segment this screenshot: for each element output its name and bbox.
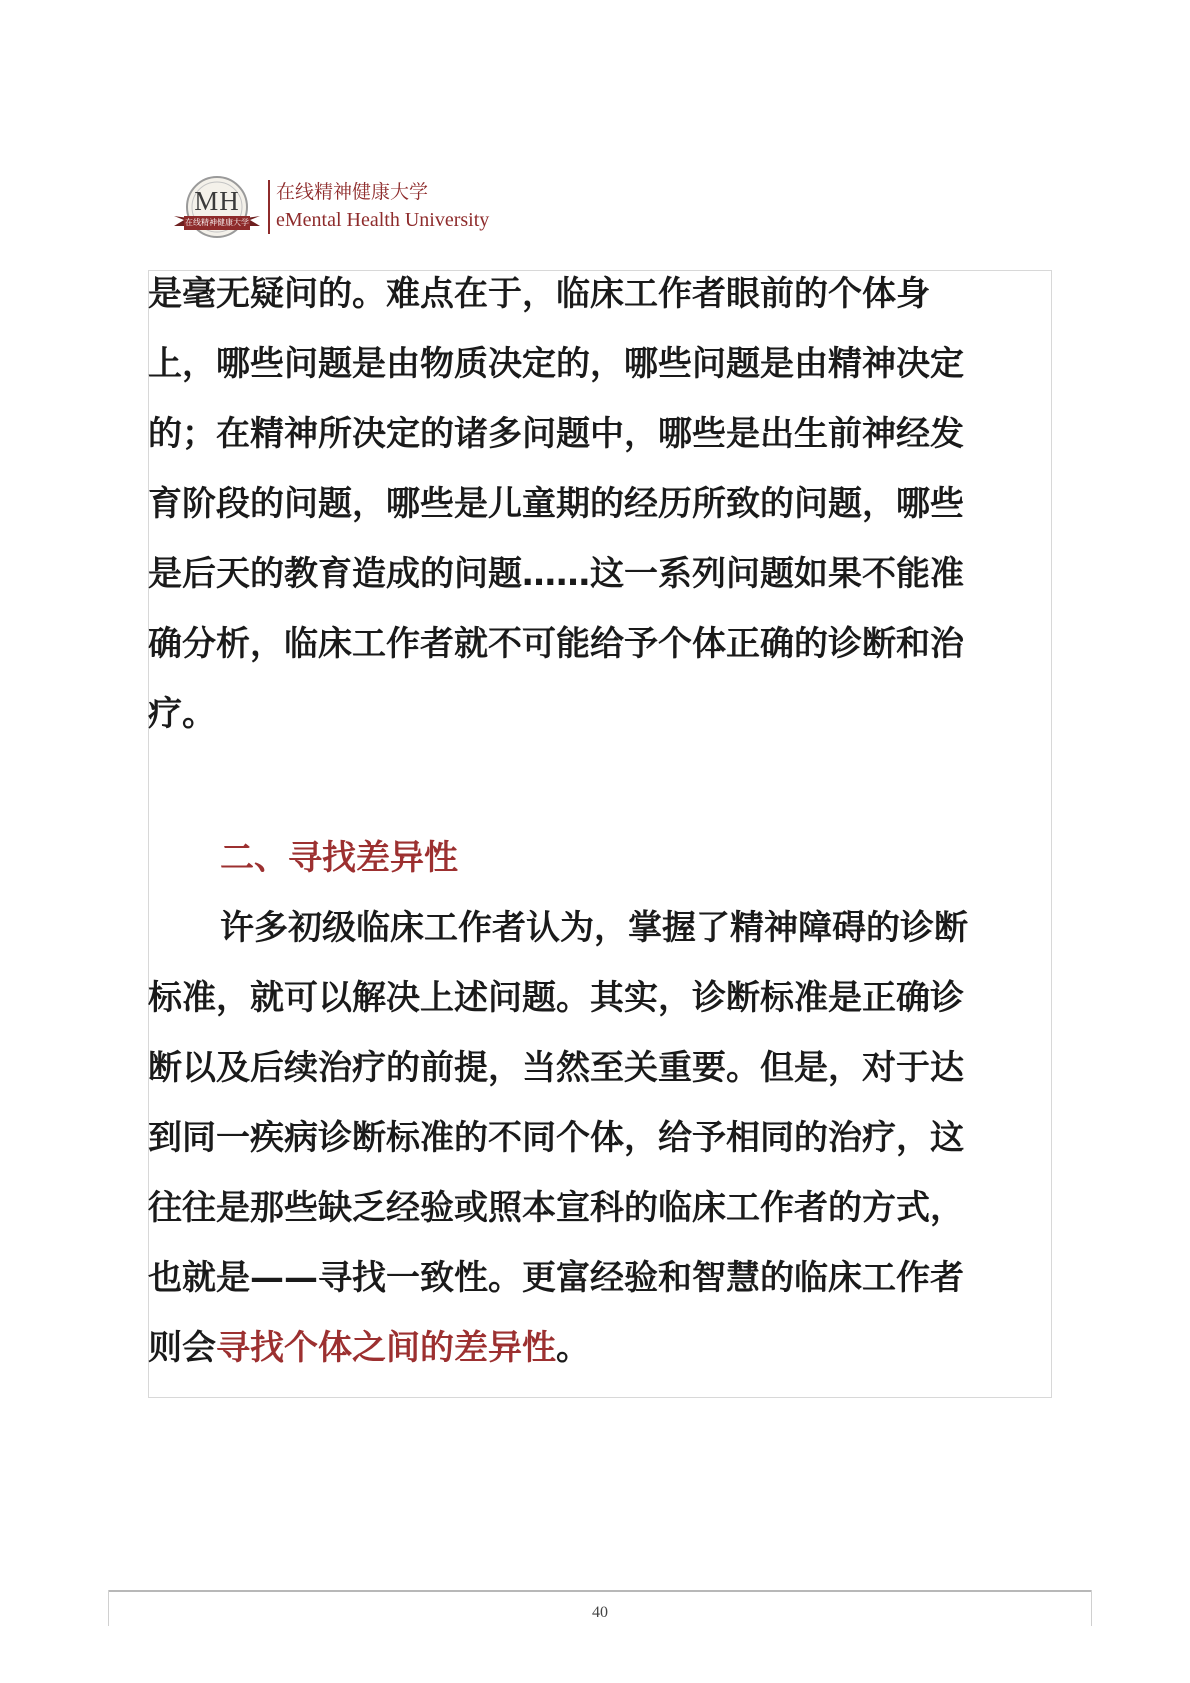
paragraph-line: 疗。 [148,694,216,734]
paragraph-line: 也就是——寻找一致性。更富经验和智慧的临床工作者 [148,1258,964,1298]
page-number: 40 [592,1604,608,1621]
paragraph-line: 标准，就可以解决上述问题。其实，诊断标准是正确诊 [148,978,964,1018]
logo [172,172,502,247]
logo-ribbon-text: 在线精神健康大学 [185,218,249,227]
paragraph-line: 的；在精神所决定的诸多问题中，哪些是出生前神经发 [148,414,964,454]
paragraph-line: 到同一疾病诊断标准的不同个体，给予相同的治疗，这 [148,1118,964,1158]
section-heading: 二、寻找差异性 [220,838,458,878]
last-line-end: 。 [556,1328,590,1368]
highlighted-phrase: 寻找个体之间的差异性 [216,1328,556,1368]
paragraph-line: 许多初级临床工作者认为，掌握了精神障碍的诊断 [220,908,968,948]
logo-english-name: eMental Health University [276,209,490,231]
last-line-start: 则会 [148,1328,216,1368]
footer-rule-left [108,1590,109,1626]
logo-seal [172,174,262,246]
paragraph-line: 是毫无疑问的。难点在于，临床工作者眼前的个体身 [148,274,930,314]
paragraph-line: 确分析，临床工作者就不可能给予个体正确的诊断和治 [148,624,964,664]
paragraph-line: 是后天的教育造成的问题……这一系列问题如果不能准 [148,554,964,594]
paragraph-line: 断以及后续治疗的前提，当然至关重要。但是，对于达 [148,1048,964,1088]
paragraph-last-line [148,1324,1028,1372]
logo-letters: MH [194,186,240,216]
paragraph-line: 往往是那些缺乏经验或照本宣科的临床工作者的方式， [148,1188,964,1228]
paragraph-line: 育阶段的问题，哪些是儿童期的经历所致的问题，哪些 [148,484,964,524]
footer-rule-right [1091,1590,1092,1626]
logo-chinese-name: 在线精神健康大学 [276,181,429,203]
paragraph-line: 上，哪些问题是由物质决定的，哪些问题是由精神决定 [148,344,964,384]
logo-divider [268,180,270,234]
footer-rule [108,1590,1092,1592]
